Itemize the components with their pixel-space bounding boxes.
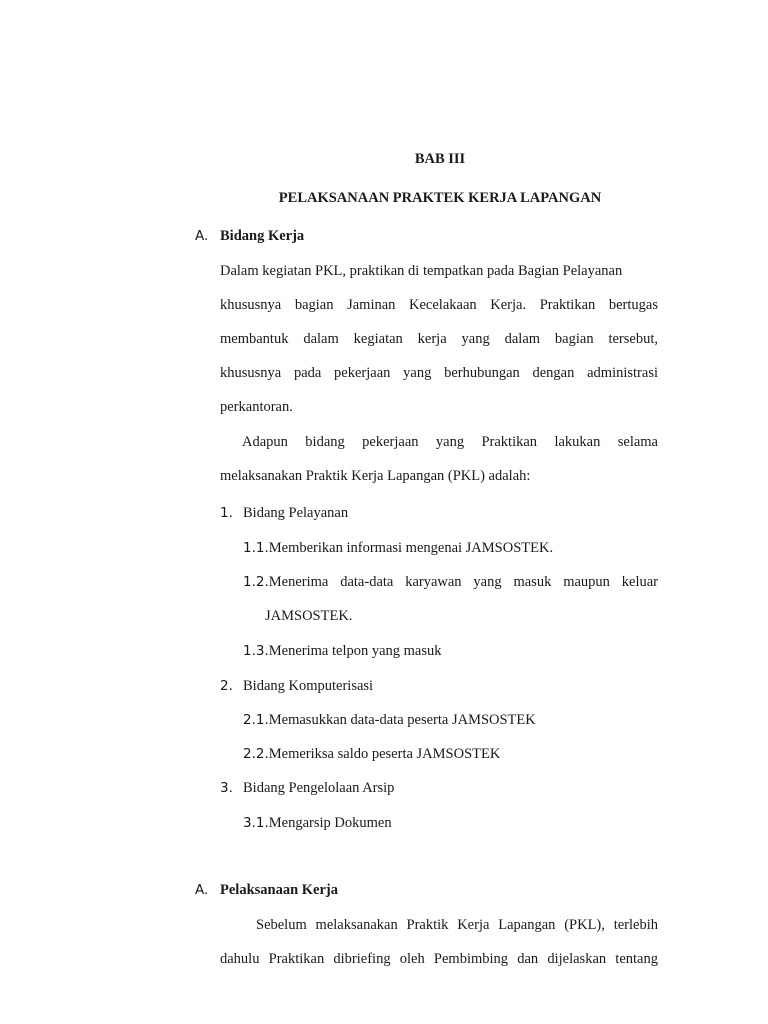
list-item [243,745,500,763]
list-3-number: 3. [220,780,233,796]
list-3-1-number: 3.1. [243,815,269,831]
list-1-1-text: Memberikan informasi mengenai JAMSOSTEK. [268,540,554,556]
list-3-1-text: Mengarsip Dokumen [268,815,392,831]
list-item [243,814,392,832]
list-item [243,711,536,729]
para1-line-2: khususnya bagian Jaminan Kecelakaan Kerja. Praktikan bertugas [220,297,658,313]
para1-line-1: Dalam kegiatan PKL, praktikan di tempatkan pada Bagian Pelayanan [220,263,623,279]
list-2-label: Bidang Komputerisasi [243,678,374,694]
chapter-number: BAB III [414,151,466,167]
para2-line-1: Adapun bidang pekerjaan yang Praktikan lakukan selama [242,434,658,450]
para1-line-4: khususnya pada pekerjaan yang berhubungan dengan administrasi [220,365,658,381]
section-a-heading: Bidang Kerja [220,228,305,244]
list-1-number: 1. [220,505,233,521]
list-2-1-text: Memasukkan data-data peserta JAMSOSTEK [268,712,536,728]
list-2-2-number: 2.2. [243,746,269,762]
list-1-2-text: Menerima data-data karyawan yang masuk maupun keluar [268,574,658,590]
section-b-line-2: dahulu Praktikan dibriefing oleh Pembimbing dan dijelaskan tentang [220,951,658,967]
list-1-3-text: Menerima telpon yang masuk [268,643,442,659]
list-2-number: 2. [220,678,233,694]
list-item [243,573,658,591]
list-1-2-number: 1.2. [243,574,269,590]
para2-line-2: melaksanakan Praktik Kerja Lapangan (PKL) adalah: [220,468,531,484]
para1-line-5: perkantoran. [220,399,293,415]
list-item [243,539,553,557]
chapter-title: PELAKSANAAN PRAKTEK KERJA LAPANGAN [278,190,602,206]
list-1-label: Bidang Pelayanan [243,505,349,521]
list-item [243,642,442,660]
list-1-2-continuation: JAMSOSTEK. [265,608,353,624]
section-a-marker: A. [195,228,209,244]
section-b-line-1: Sebelum melaksanakan Praktik Kerja Lapangan (PKL), terlebih [256,917,658,933]
list-1-1-number: 1.1. [243,540,269,556]
list-3-label: Bidang Pengelolaan Arsip [243,780,395,796]
list-2-2-text: Memeriksa saldo peserta JAMSOSTEK [268,746,501,762]
section-b-marker: A. [195,882,209,898]
list-1-3-number: 1.3. [243,643,269,659]
section-b-heading: Pelaksanaan Kerja [220,882,339,898]
list-2-1-number: 2.1. [243,712,269,728]
para1-line-3: membantuk dalam kegiatan kerja yang dalam bagian tersebut, [220,331,658,347]
